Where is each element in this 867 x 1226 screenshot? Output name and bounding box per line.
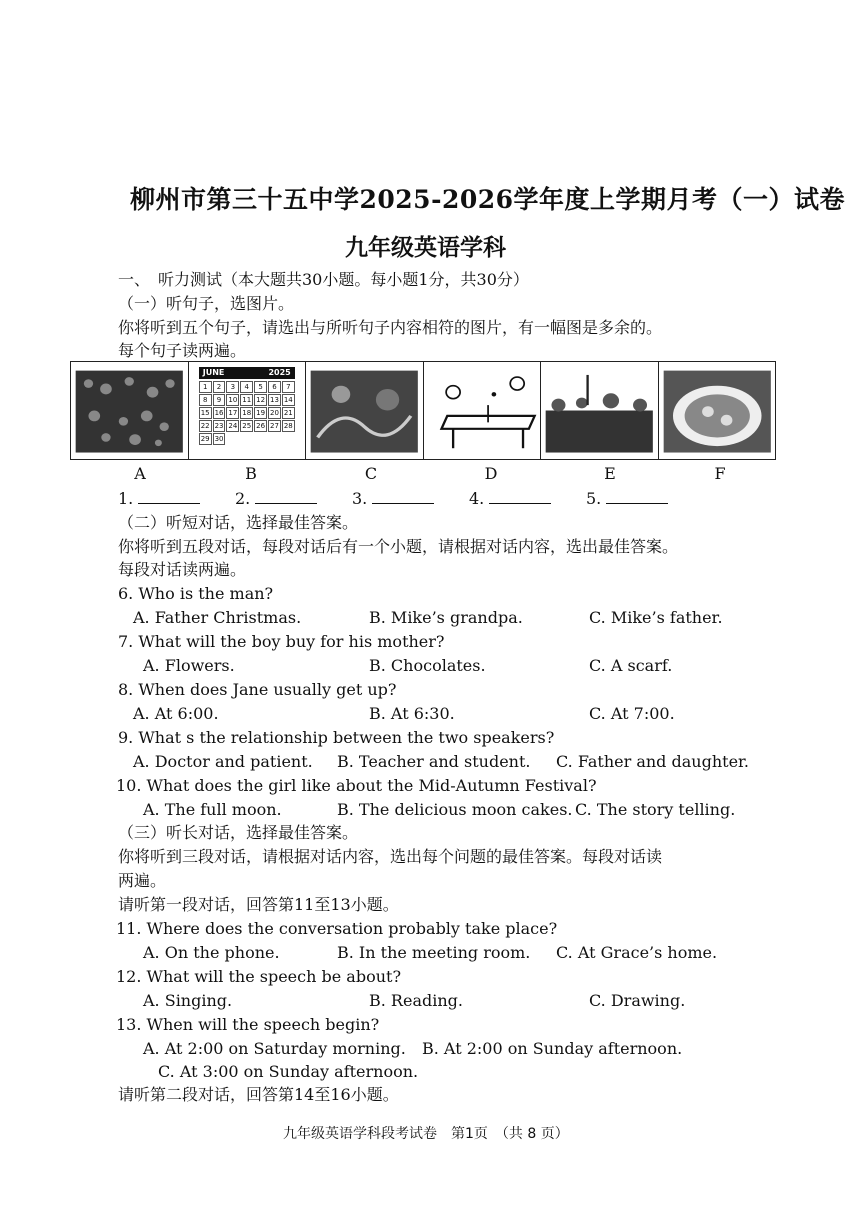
question-6: 6. Who is the man? [118, 584, 274, 603]
calendar-day: 1 [199, 381, 212, 393]
answer-blank-3[interactable] [352, 489, 434, 509]
q10-option-c[interactable]: C. The story telling. [575, 800, 736, 819]
q12-option-a[interactable]: A. Singing. [143, 991, 233, 1010]
calendar-day: 9 [213, 394, 226, 406]
picture-label-b: B [245, 464, 257, 483]
calendar-day: 20 [270, 408, 279, 417]
dialog1-instruction: 请听第一段对话，回答第11至13小题。 [118, 895, 399, 914]
calendar-day: 14 [283, 395, 293, 404]
picture-label-d: D [484, 464, 498, 483]
question-7: 7. What will the boy buy for his mother? [118, 632, 445, 651]
question-10: 10. What does the girl like about the Mid-Autumn Festival? [116, 776, 597, 795]
q11-option-b[interactable]: B. In the meeting room. [337, 943, 531, 962]
calendar-day: 27 [270, 421, 279, 430]
picture-a-crowd-image [71, 362, 189, 459]
calendar-day: 21 [283, 408, 293, 417]
calendar-day: 3 [226, 381, 239, 393]
calendar-grid [199, 381, 295, 445]
q13-option-c[interactable]: C. At 3:00 on Sunday afternoon. [158, 1062, 419, 1081]
calendar-day: 26 [256, 421, 266, 430]
q11-option-c[interactable]: C. At Grace’s home. [556, 943, 718, 962]
calendar-day: 18 [242, 408, 252, 417]
part1-instruction-1: 你将听到五个句子，请选出与所听句子内容相符的图片，有一幅图是多余的。 [118, 318, 663, 337]
section-heading: 一、 听力测试（本大题共30小题。每小题1分，共30分） [118, 270, 529, 289]
blank-number: 1. [118, 489, 134, 508]
answer-blank-5[interactable] [586, 489, 668, 509]
picture-c-scene-image [306, 362, 424, 459]
q7-option-c[interactable]: C. A scarf. [589, 656, 673, 675]
q9-option-a[interactable]: A. Doctor and patient. [133, 752, 313, 771]
blank-line [606, 489, 668, 504]
calendar-year: 2025 [268, 368, 291, 377]
blank-number: 5. [586, 489, 602, 508]
part2-instruction-1: 你将听到五段对话，每段对话后有一个小题，请根据对话内容，选出最佳答案。 [118, 537, 679, 556]
q6-option-a[interactable]: A. Father Christmas. [133, 608, 302, 627]
q9-option-c[interactable]: C. Father and daughter. [556, 752, 750, 771]
blank-line [138, 489, 200, 504]
calendar-day: 2 [213, 381, 226, 393]
calendar-day: 5 [254, 381, 267, 393]
picture-e-outdoor-image [541, 362, 659, 459]
picture-label-e: E [604, 464, 616, 483]
q13-option-b[interactable]: B. At 2:00 on Sunday afternoon. [422, 1039, 683, 1058]
exam-title: 柳州市第三十五中学2025-2026学年度上学期月考（一）试卷 [130, 185, 846, 214]
part1-heading: （一）听句子，选图片。 [118, 294, 295, 313]
blank-number: 3. [352, 489, 368, 508]
blank-number: 4. [469, 489, 485, 508]
q8-option-c[interactable]: C. At 7:00. [589, 704, 675, 723]
calendar-day: 28 [283, 421, 293, 430]
answer-blank-2[interactable] [235, 489, 317, 509]
calendar-day: 6 [268, 381, 281, 393]
q12-option-b[interactable]: B. Reading. [369, 991, 463, 1010]
blank-line [255, 489, 317, 504]
part3-heading: （三）听长对话，选择最佳答案。 [118, 823, 359, 842]
calendar-day: 29 [200, 434, 210, 443]
question-9: 9. What s the relationship between the two speakers? [118, 728, 555, 747]
blank-line [489, 489, 551, 504]
picture-label-f: F [714, 464, 726, 483]
blank-number: 2. [235, 489, 251, 508]
answer-blank-4[interactable] [469, 489, 551, 509]
calendar-day: 7 [282, 381, 295, 393]
question-13: 13. When will the speech begin? [116, 1015, 380, 1034]
q13-option-a[interactable]: A. At 2:00 on Saturday morning. [143, 1039, 406, 1058]
page-footer: 九年级英语学科段考试卷 第1页 （共 8 页） [283, 1126, 569, 1142]
picture-d-ping-pong-image [424, 362, 542, 459]
part1-instruction-2: 每个句子读两遍。 [118, 341, 247, 360]
picture-label-c: C [364, 464, 378, 483]
calendar [199, 367, 295, 455]
q7-option-b[interactable]: B. Chocolates. [369, 656, 486, 675]
question-11: 11. Where does the conversation probably take place? [116, 919, 558, 938]
exam-subtitle: 九年级英语学科 [345, 234, 506, 261]
picture-row [70, 361, 776, 460]
calendar-day: 30 [214, 434, 224, 443]
q8-option-b[interactable]: B. At 6:30. [369, 704, 455, 723]
q12-option-c[interactable]: C. Drawing. [589, 991, 686, 1010]
calendar-month: JUNE [202, 368, 225, 377]
answer-blank-1[interactable] [118, 489, 200, 509]
q9-option-b[interactable]: B. Teacher and student. [337, 752, 531, 771]
calendar-day: 22 [200, 421, 210, 430]
question-12: 12. What will the speech be about? [116, 967, 402, 986]
calendar-day: 4 [240, 381, 253, 393]
part3-instruction-2: 两遍。 [118, 871, 167, 890]
dialog2-instruction: 请听第二段对话，回答第14至16小题。 [118, 1085, 399, 1104]
q11-option-a[interactable]: A. On the phone. [143, 943, 280, 962]
calendar-day: 11 [242, 395, 252, 404]
calendar-day: 24 [228, 421, 238, 430]
calendar-day: 25 [242, 421, 252, 430]
picture-label-a: A [134, 464, 146, 483]
part2-heading: （二）听短对话，选择最佳答案。 [118, 513, 359, 532]
calendar-day: 23 [214, 421, 224, 430]
q10-option-b[interactable]: B. The delicious moon cakes. [337, 800, 573, 819]
q10-option-a[interactable]: A. The full moon. [143, 800, 282, 819]
part2-instruction-2: 每段对话读两遍。 [118, 560, 247, 579]
calendar-day: 17 [228, 408, 238, 417]
part3-instruction-1: 你将听到三段对话，请根据对话内容，选出每个问题的最佳答案。每段对话读 [118, 847, 663, 866]
calendar-day: 13 [270, 395, 279, 404]
calendar-day: 8 [199, 394, 212, 406]
blank-line [372, 489, 434, 504]
q6-option-b[interactable]: B. Mike’s grandpa. [369, 608, 523, 627]
q7-option-a[interactable]: A. Flowers. [143, 656, 235, 675]
calendar-day: 15 [200, 408, 210, 417]
calendar-day: 12 [256, 395, 266, 404]
calendar-day: 16 [214, 408, 224, 417]
picture-b-calendar [189, 362, 307, 459]
q6-option-c[interactable]: C. Mike’s father. [589, 608, 723, 627]
question-8: 8. When does Jane usually get up? [118, 680, 397, 699]
q8-option-a[interactable]: A. At 6:00. [133, 704, 219, 723]
calendar-day: 19 [256, 408, 266, 417]
picture-f-mooncake-image [659, 362, 776, 459]
calendar-day: 10 [228, 395, 238, 404]
